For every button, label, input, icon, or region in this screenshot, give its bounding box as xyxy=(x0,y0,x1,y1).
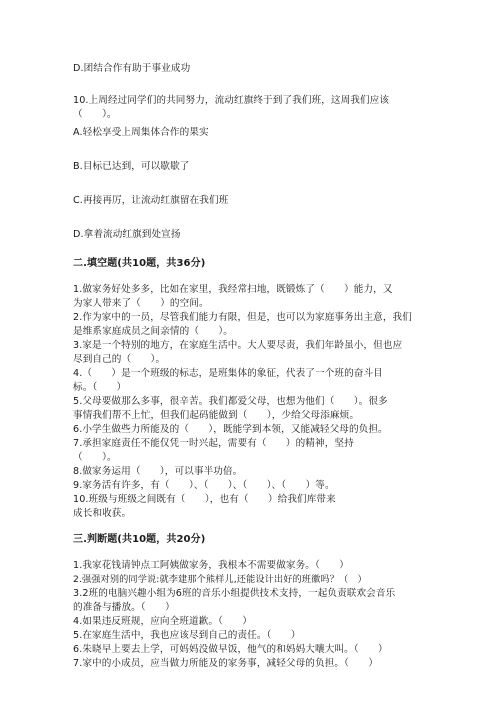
fill-line: 1.做家务好处多多，比如在家里，我经常扫地，既锻炼了（ ）能力，又 xyxy=(73,284,393,295)
fill-line: 4.（ ）是一个班级的标志，是班集体的象征，代表了一个班的奋斗目 xyxy=(73,368,383,379)
fill-line: 成长和收获。 xyxy=(73,508,132,519)
q10-stem-line-2: （ ）。 xyxy=(73,109,117,120)
fill-line: 2.作为家中的一员，尽管我们能力有限，但是，也可以为家庭事务出主意，我们 xyxy=(73,312,412,323)
judge-line: 2.强强对别的同学说:就李建那个熊样儿,还能设计出好的班徽吗？（ ） xyxy=(73,574,367,585)
q10-option-c: C.再接再厉，让流动红旗留在我们班 xyxy=(73,195,229,206)
judge-line: 1.我家花钱请钟点工阿姨做家务，我根本不需要做家务。（ ） xyxy=(73,560,349,571)
fill-line: 事情我们帮不上忙，但我们起码能做到（ ），少给父母添麻烦。 xyxy=(73,410,360,421)
q10-option-a: A.轻松享受上周集体合作的果实 xyxy=(73,127,209,138)
judge-line: 6.朱晓早上要去上学，可妈妈没做早饭，他气的和妈妈大嚷大叫。（ ） xyxy=(73,644,388,655)
q9-option-d: D.团结合作有助于事业成功 xyxy=(73,63,191,74)
fill-line: 10.班级与班级之间既有（ ），也有（ ）给我们库带来 xyxy=(73,494,336,505)
judge-line: 4.如果违反班规，应向全班道歉。（ ） xyxy=(73,616,253,627)
fill-line: 9.家务活有许多，有（ ）、（ ）、（ ）、（ ）等。 xyxy=(73,480,335,491)
judge-line: 5.在家庭生活中，我也应该尽到自己的责任。（ ） xyxy=(73,630,301,641)
fill-line: 标。（ ） xyxy=(73,382,127,393)
q10-option-b: B.目标已达到，可以歇歇了 xyxy=(73,161,190,172)
fill-line: 是维系家庭成员之间亲情的（ ）。 xyxy=(73,326,233,337)
fill-line: （ ）。 xyxy=(73,452,117,463)
fill-line: 6.小学生做些力所能及的（ ），既能学到本领，又能减轻父母的负担。 xyxy=(73,424,388,435)
fill-line: 3.家是一个特别的地方，在家庭生活中。大人要尽责，我们年龄虽小，但也应 xyxy=(73,340,403,351)
fill-section-heading: 二.填空题(共10题，共36分) xyxy=(73,258,206,269)
judge-line: 的准备与播放。（ ） xyxy=(73,602,175,613)
q10-stem-line-1: 10.上周经过同学们的共同努力，流动红旗终于到了我们班，这周我们应该 xyxy=(73,95,390,106)
judge-section-heading: 三.判断题(共10题，共20分) xyxy=(73,534,206,545)
fill-line: 8.做家务运用（ ），可以事半功倍。 xyxy=(73,466,243,477)
fill-line: 为家人带来了（ ）的空间。 xyxy=(73,298,209,309)
q10-option-d: D.拿着流动红旗到处宣扬 xyxy=(73,229,181,240)
fill-line: 5.父母要做那么多事，很辛苦。我们都爱父母，也想为他们（ ）。很多 xyxy=(73,396,388,407)
judge-line: 7.家中的小成员，应当做力所能及的家务事，减轻父母的负担。（ ） xyxy=(73,658,379,669)
fill-line: 7.承担家庭责任不能仅凭一时兴起，需要有（ ）的精神，坚持 xyxy=(73,438,354,449)
fill-line: 尽到自己的（ ）。 xyxy=(73,354,166,365)
judge-line: 3.2班的电脑兴趣小组为6班的音乐小组提供技术支持，一起负责联欢会音乐 xyxy=(73,588,396,599)
